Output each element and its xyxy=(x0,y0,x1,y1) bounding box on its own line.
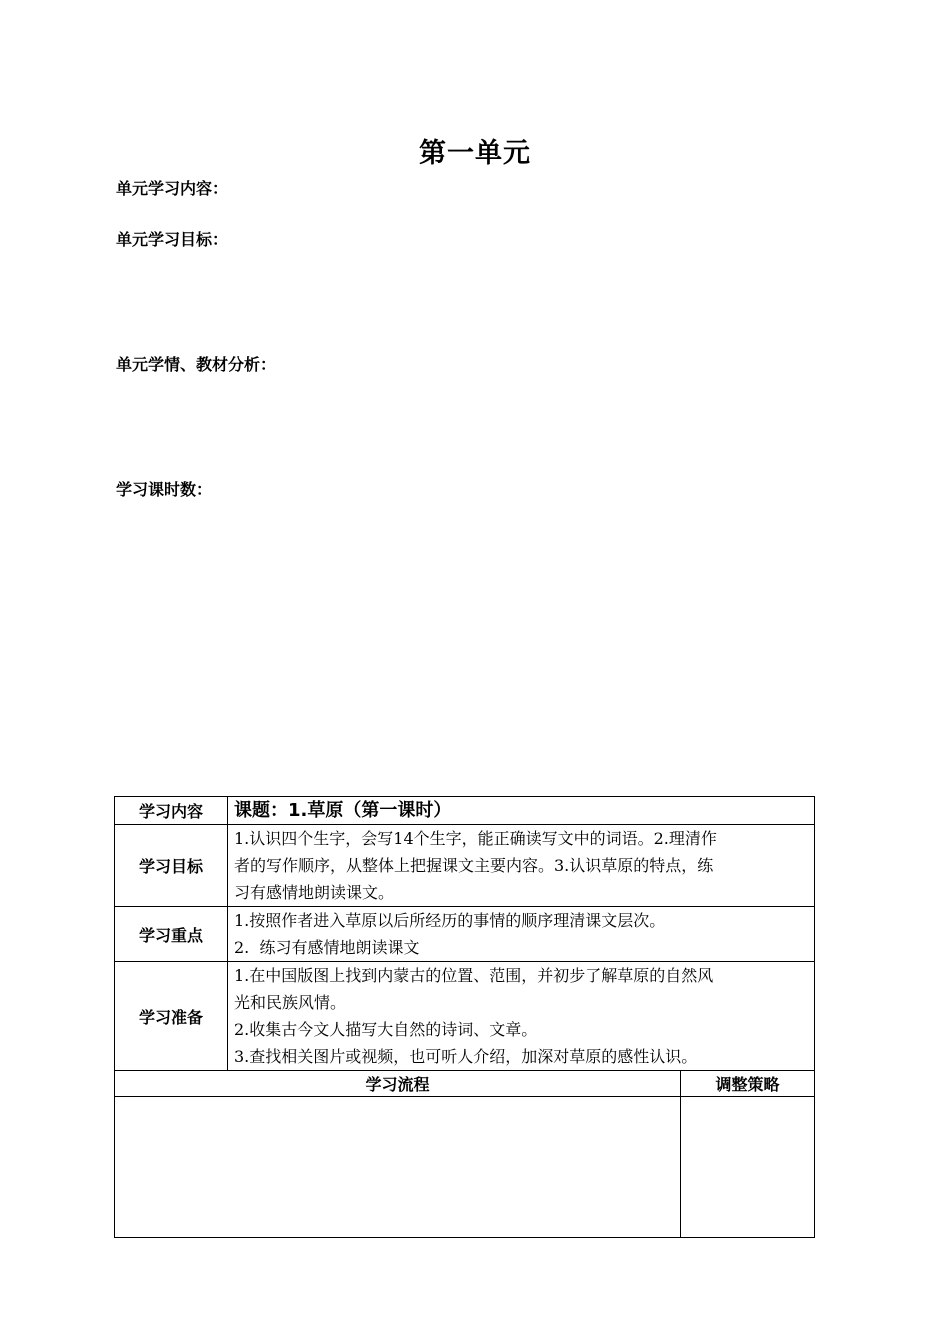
focus-row-value xyxy=(228,907,815,962)
prep-line: 1.在中国版图上找到内蒙古的位置、范围，并初步了解草原的自然风 xyxy=(234,966,714,985)
table-row xyxy=(115,797,815,825)
strategy-header: 调整策略 xyxy=(681,1071,815,1097)
prep-line: 2.收集古今文人描写大自然的诗词、文章。 xyxy=(234,1020,538,1039)
unit-analysis-label: 单元学情、教材分析： xyxy=(116,355,277,374)
focus-line: 1.按照作者进入草原以后所经历的事情的顺序理清课文层次。 xyxy=(234,911,666,930)
goals-line: 习有感情地朗读课文。 xyxy=(234,883,395,902)
focus-line: 2. 练习有感情地朗读课文 xyxy=(234,938,420,957)
lesson-topic: 课题：1.草原（第一课时） xyxy=(234,800,452,821)
table-row xyxy=(115,825,815,907)
strategy-content-cell xyxy=(681,1097,815,1238)
prep-line: 光和民族风情。 xyxy=(234,993,347,1012)
unit-hours-label: 学习课时数： xyxy=(116,480,213,499)
page-title: 第一单元 xyxy=(419,138,531,169)
lesson-plan-table xyxy=(114,796,815,1238)
flow-content-cell xyxy=(115,1097,681,1238)
focus-row-label: 学习重点 xyxy=(115,907,228,962)
flow-header: 学习流程 xyxy=(115,1071,681,1097)
goals-row-value xyxy=(228,825,815,907)
content-row-label: 学习内容 xyxy=(115,797,228,825)
content-row-value xyxy=(228,797,815,825)
prep-row-label: 学习准备 xyxy=(115,962,228,1071)
goals-line: 者的写作顺序，从整体上把握课文主要内容。3.认识草原的特点，练 xyxy=(234,856,714,875)
table-row xyxy=(115,1097,815,1238)
goals-row-label: 学习目标 xyxy=(115,825,228,907)
prep-line: 3.查找相关图片或视频，也可听人介绍，加深对草原的感性认识。 xyxy=(234,1047,698,1066)
table-row xyxy=(115,962,815,1071)
unit-content-label: 单元学习内容： xyxy=(116,179,229,198)
unit-goals-label: 单元学习目标： xyxy=(116,230,229,249)
prep-row-value xyxy=(228,962,815,1071)
table-row xyxy=(115,1071,815,1097)
table-row xyxy=(115,907,815,962)
goals-line: 1.认识四个生字，会写14个生字，能正确读写文中的词语。2.理清作 xyxy=(234,829,717,848)
